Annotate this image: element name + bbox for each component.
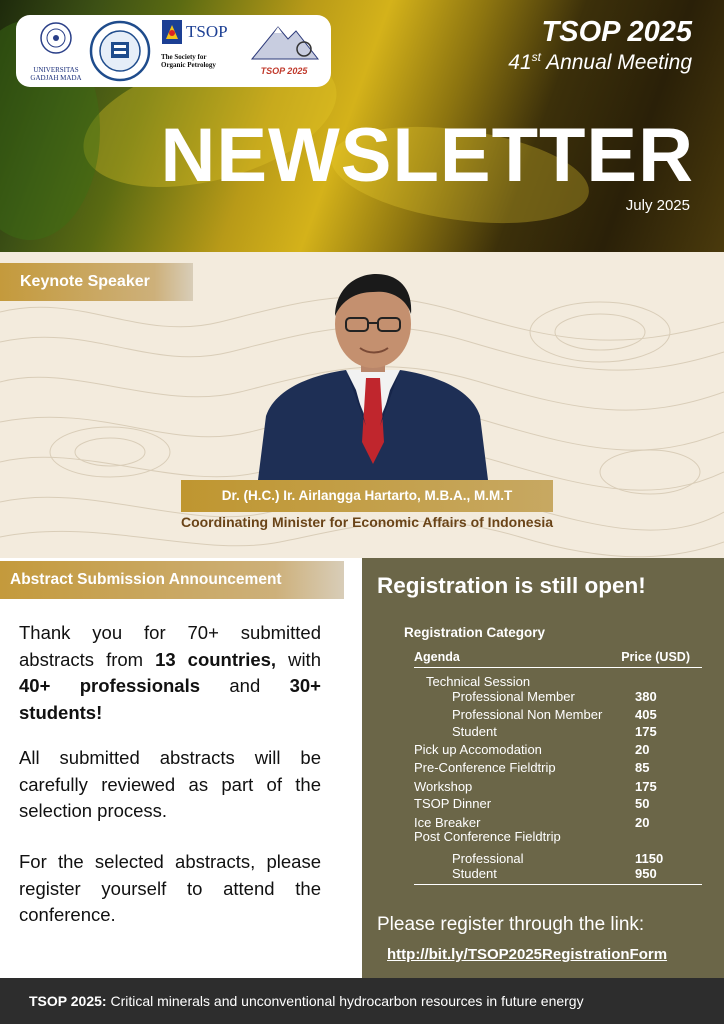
newsletter-headline: NEWSLETTER	[160, 113, 694, 198]
table-row-price: 175	[635, 724, 657, 739]
abstract-paragraph-2: All submitted abstracts will be carefully reviewed as part of the selection process.	[19, 747, 321, 821]
table-row-price: 1150	[635, 851, 664, 866]
ugm-logo-text: UNIVERSITAS GADJAH MADA	[30, 66, 82, 82]
speaker-name: Dr. (H.C.) Ir. Airlangga Hartarto, M.B.A., M.M.T	[181, 480, 553, 512]
registration-category-heading: Registration Category	[404, 625, 546, 640]
tsop2025-logo-text: TSOP 2025	[260, 66, 308, 76]
table-row-price: 85	[635, 760, 650, 775]
speaker-role: Coordinating Minister for Economic Affairs of Indonesia	[180, 514, 554, 530]
table-row-label: Ice Breaker	[414, 815, 481, 830]
table-row-label: Post Conference Fieldtrip	[414, 829, 561, 844]
table-row-label: Technical Session	[426, 674, 531, 689]
keynote-label: Keynote Speaker	[0, 263, 193, 301]
table-row-label: Student	[452, 724, 497, 739]
table-row-price: 950	[635, 866, 657, 881]
speaker-photo	[258, 266, 488, 480]
institution-seal-logo	[89, 20, 151, 82]
footer-text: Critical minerals and unconventional hydrocarbon resources in future energy	[106, 993, 584, 1009]
tsop2025-meeting-logo	[244, 21, 324, 83]
table-row-price: 175	[635, 779, 657, 794]
table-bottom-rule	[414, 884, 702, 885]
table-row-price: 405	[635, 707, 657, 722]
registration-link[interactable]: http://bit.ly/TSOP2025RegistrationForm	[387, 946, 668, 963]
event-title: TSOP 2025	[541, 16, 692, 48]
table-row-label: Professional Member	[452, 689, 575, 704]
table-row-price: 20	[635, 742, 650, 757]
abstract-section	[0, 558, 362, 978]
table-row-price: 380	[635, 689, 657, 704]
abstract-paragraph-1: Thank you for 70+ submitted abstracts from 13 countries, with 40+ professionals and 30+ students!	[19, 622, 321, 723]
table-row-label: Workshop	[414, 779, 473, 794]
table-row-price: 50	[635, 796, 650, 811]
registration-section	[362, 558, 724, 978]
abstract-paragraph-3: For the selected abstracts, please register yourself to attend the conference.	[19, 851, 321, 925]
keynote-section	[0, 252, 724, 558]
abstract-label: Abstract Submission Announcement	[0, 561, 344, 599]
tsop-logo: TSOP The Society for Organic Petrology	[161, 19, 231, 69]
meeting-label: 41st Annual Meeting	[508, 50, 692, 74]
header-banner	[0, 0, 724, 252]
footer-label: TSOP 2025:	[29, 993, 107, 1009]
price-table-header	[414, 650, 702, 668]
footer-bar	[0, 978, 724, 1024]
agenda-column-header: Agenda	[414, 650, 460, 664]
table-row-label: Pick up Accomodation	[414, 742, 542, 757]
table-row-price: 20	[635, 815, 650, 830]
table-row-label: Student	[452, 866, 497, 881]
tsop-logo-caption: The Society for Organic Petrology	[161, 53, 216, 69]
issue-date: July 2025	[625, 197, 690, 214]
table-row-label: Professional Non Member	[452, 707, 603, 722]
table-row-label: Professional	[452, 851, 524, 866]
ugm-logo	[26, 21, 86, 82]
register-prompt: Please register through the link:	[377, 914, 645, 935]
table-row-label: TSOP Dinner	[414, 796, 492, 811]
price-column-header: Price (USD)	[621, 650, 690, 664]
logo-strip	[16, 15, 331, 87]
table-row-label: Pre-Conference Fieldtrip	[414, 760, 556, 775]
registration-title: Registration is still open!	[377, 573, 646, 598]
